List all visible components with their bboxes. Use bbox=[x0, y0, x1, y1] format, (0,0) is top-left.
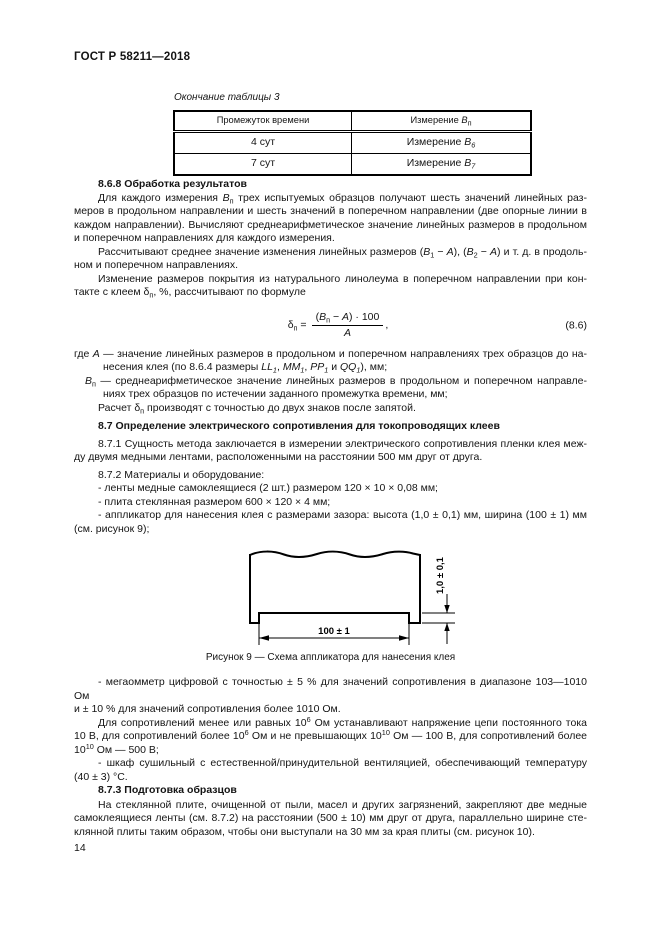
text-line: и ± 10 % для значений сопротивления более 1010 Ом. bbox=[74, 703, 341, 715]
para-8-6-8-3 bbox=[74, 273, 587, 300]
arrow-left bbox=[259, 635, 269, 641]
para-8-7-3-body bbox=[74, 799, 587, 840]
figure-height-dimension: 1,0 ± 0,1 bbox=[435, 557, 446, 594]
text-line: и поперечном направлениях для каждого измерения. bbox=[74, 232, 335, 244]
content-flow-a bbox=[74, 178, 587, 536]
text-line: (см. рисунок 9); bbox=[74, 522, 150, 535]
heading-8-7 bbox=[74, 420, 587, 434]
text-line: самоклеящиеся ленты (см. 8.7.2) на расстоянии (500 ± 10) мм друг от друга, параллельно ширине сте- bbox=[74, 812, 587, 824]
applicator-notch bbox=[249, 613, 421, 624]
figure-width-dimension: 100 ± 1 bbox=[318, 626, 350, 637]
table-col-header-measurement: Измерение $B_п$ bbox=[352, 111, 532, 132]
para-voltage bbox=[74, 714, 587, 758]
text-line: где A — значение линейных размеров в продольном и поперечном направлениях трех образцов до на- bbox=[74, 347, 587, 360]
text-line: $B_п$ — среднеарифметическое значение линейных размеров в продольном и поперечном направле- bbox=[85, 374, 587, 388]
text-line: На стеклянной плите, очищенной от пыли, масел и других загрязнений, закрепляют две медные bbox=[98, 798, 587, 811]
para-8-7-2 bbox=[74, 469, 587, 537]
text-line: Рассчитывают среднее значение изменения линейных размеров $(B_1 - A)$, $(B_2 - A)$ и т. д. в продоль- bbox=[98, 245, 588, 259]
text-line: 10 В, для сопротивлений более $10^6$ Ом и не превышающих $10^{10}$ Ом — 100 В, для сопротивлений более bbox=[74, 728, 587, 742]
text-line: - ленты медные самоклеящиеся (2 шт.) размером 120 × 10 × 0,08 мм; bbox=[98, 482, 438, 494]
text-line: ниях трех образцов по истечении заданного промежутка времени, мм; bbox=[103, 388, 448, 400]
break-line bbox=[250, 552, 420, 557]
text-line: меров в продольном направлении и шесть значений в поперечном направлении (две опорные линии в bbox=[74, 205, 587, 217]
text-line: Для сопротивлений менее или равных $10^6$ Ом устанавливают напряжение цепи постоянного тока bbox=[98, 714, 587, 729]
text-line: ном и поперечном направлениях. bbox=[74, 259, 239, 271]
table-header-row bbox=[174, 111, 531, 132]
text-line: $10^{10}$ Ом — 500 В; bbox=[74, 741, 159, 756]
text-line: - мегаомметр цифровой с точностью ± 5 % для значений сопротивления в диапазоне 103—1010 Ом bbox=[74, 676, 587, 702]
text-line: ду двумя медными лентами, расположенными на расстоянии 500 мм друг от друга. bbox=[74, 451, 483, 463]
heading-8-6-8 bbox=[74, 178, 587, 192]
para-megohmmeter bbox=[74, 676, 587, 717]
table-row bbox=[174, 132, 531, 154]
figure-9-applicator-diagram bbox=[240, 548, 470, 653]
text-line: 8.7.3 Подготовка образцов bbox=[98, 784, 237, 796]
arrow-right bbox=[399, 635, 409, 641]
cell-time-interval: 7 сут bbox=[174, 154, 352, 176]
applicator-schematic bbox=[240, 548, 470, 653]
text-line: 8.6.8 Обработка результатов bbox=[98, 178, 247, 190]
height-extension-lines bbox=[422, 613, 455, 623]
cell-measurement: Измерение $B_7$ bbox=[352, 154, 532, 176]
cell-time-interval: 4 сут bbox=[174, 132, 352, 154]
text-line: 8.7.1 Сущность метода заключается в измерении электрического сопротивления пленки клея меж- bbox=[98, 437, 587, 450]
formula-number: (8.6) bbox=[565, 318, 587, 331]
text-line: каждом направлении). Вычисляют среднеарифметическое значение линейных размеров в продольном bbox=[74, 218, 587, 231]
figure-caption: Рисунок 9 — Схема аппликатора для нанесения клея bbox=[205, 652, 456, 663]
text-line: клянной плиты таким образом, чтобы они выступали на 30 мм за края плиты (см. рисунок 10). bbox=[74, 825, 535, 838]
para-8-6-8-1 bbox=[74, 192, 587, 246]
where-list bbox=[74, 348, 587, 416]
document-header: ГОСТ Р 58211—2018 bbox=[74, 51, 191, 63]
text-line: 8.7.2 Материалы и оборудование: bbox=[98, 468, 265, 481]
text-line: - аппликатор для нанесения клея с размерами зазора: высота (1,0 ± 0,1) мм, ширина (100 ± 1) мм bbox=[98, 509, 587, 521]
table-caption: Окончание таблицы 3 bbox=[174, 92, 280, 103]
text-line: 8.7 Определение электрического сопротивления для токопроводящих клеев bbox=[98, 420, 500, 432]
table-row bbox=[174, 154, 531, 176]
heading-8-7-3 bbox=[74, 784, 587, 798]
formula-8-6: $\delta_п$ = $\frac{(B_п - A) \cdot 100}{A}$ , (8.6) bbox=[287, 310, 587, 339]
para-8-6-8-2 bbox=[74, 246, 587, 273]
content-flow-b bbox=[74, 676, 587, 839]
text-line: (40 ± 3) °С. bbox=[74, 770, 128, 783]
text-line: такте с клеем $\delta_п$, %, рассчитывают по формуле bbox=[74, 286, 306, 300]
page-number: 14 bbox=[74, 842, 86, 854]
arrow-down bbox=[444, 605, 449, 613]
text-line: Изменение размеров покрытия из натурального линолеума в поперечном направлении при кон- bbox=[98, 272, 587, 285]
para-8-7-1 bbox=[74, 438, 587, 465]
cell-measurement: Измерение $B_6$ bbox=[352, 132, 532, 154]
text-line: - плита стеклянная размером 600 × 120 × 4 мм; bbox=[98, 495, 331, 508]
text-line: - шкаф сушильный с естественной/принудительной вентиляцией, обеспечивающий температуру bbox=[98, 757, 587, 769]
para-drying-cabinet bbox=[74, 757, 587, 784]
table-col-header-time-interval: Промежуток времени bbox=[174, 111, 352, 132]
arrow-up bbox=[444, 623, 449, 631]
text-line: несения клея (по 8.6.4 размеры $LL_1$, $MM_1$, $PP_1$ и $QQ_1$), мм; bbox=[103, 361, 388, 375]
table-3-continuation bbox=[173, 110, 532, 176]
text-line: Для каждого измерения $B_п$ трех испытуемых образцов получают шесть значений линейных раз- bbox=[98, 191, 587, 205]
text-line: Расчет $\delta_п$ производят с точностью до двух знаков после запятой. bbox=[98, 401, 416, 415]
